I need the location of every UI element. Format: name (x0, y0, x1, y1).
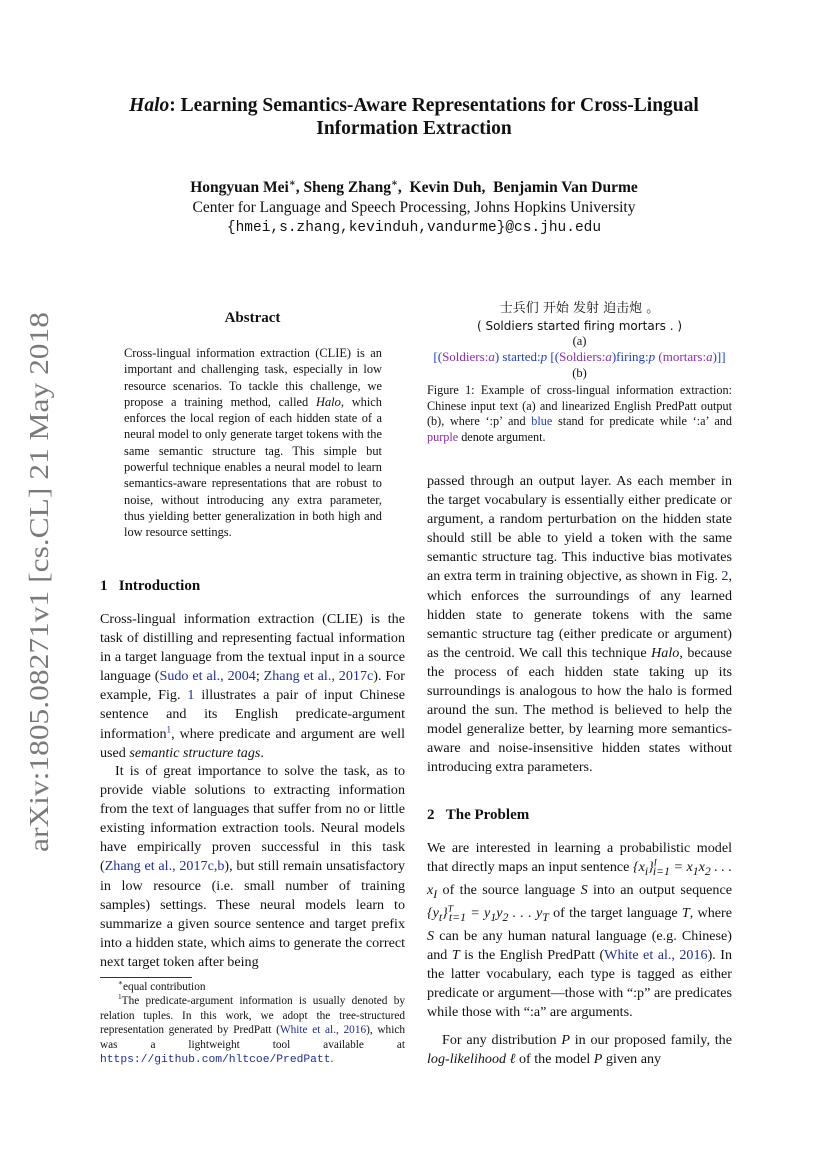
math-P: P (593, 1051, 603, 1068)
author-3: Kevin Duh (409, 179, 482, 196)
title-line2: Information Extraction (316, 118, 512, 139)
author-block: Hongyuan Mei∗, Sheng Zhang∗, Kevin Duh, Benjamin Van Durme Center for Language and Speech Processing, Johns Hopkins University {hmei,s.zhang,kevinduh,vandurme}@cs.jhu.edu (100, 178, 728, 238)
math-P: P (561, 1032, 570, 1048)
footnote-mark: 1 (118, 992, 122, 1002)
author-1: Hongyuan Mei (190, 179, 289, 196)
math-S: S (580, 882, 588, 898)
title-text: : Learning Semantics-Aware Representations for Cross-Lingual (169, 95, 699, 116)
emph-text: semantic structure tags (129, 744, 261, 761)
author-2: Sheng Zhang (303, 179, 391, 196)
pp-bracket: )]] (712, 349, 726, 364)
text: . (260, 744, 264, 761)
figure-ref-link[interactable]: 2 (721, 568, 729, 585)
text: , because the process of each hidden state taking up its surroundings is analogous to how the halo is formed around the sun. The method is believed to help the model generalize better, by learning more semantics-aware and noise-insensitive hidden states without introducing extra parameters. (427, 644, 732, 776)
text: ), but still remain unsatisfactory in low resource (i.e. small number of training samples) settings. These neural models learn to summarize a given source sentence and target prefix into a hidden state, which aims to generate the correct next target token after being (100, 858, 406, 970)
section-number: 2 (427, 807, 435, 823)
text: of the model (515, 1051, 594, 1068)
math-S: S (427, 927, 435, 944)
footnote-ref-link[interactable]: 1 (166, 723, 172, 734)
pp-bracket: [( (550, 349, 560, 364)
right-paragraph-1 (427, 472, 732, 778)
figure-chinese-text: 士兵们 开始 发射 迫击炮 。 (499, 301, 660, 316)
emph-text: log-likelihood (427, 1051, 507, 1068)
emph-text: Halo (651, 644, 680, 661)
text: can be any human natural language (e.g. Chinese) and (427, 927, 732, 963)
text: in our proposed family, the (569, 1032, 732, 1048)
figure-english-gloss: ( Soldiers started firing mortars . ) (476, 319, 683, 333)
footnote-equal (100, 980, 405, 995)
text: passed through an output layer. As each member in the target vocabulary is essentially either predicate or argument, a random perturbation on the hidden state should still be able to yield a token with the same semantic structure tag. This inductive bias motivates an extra term in training objective, as shown in Fig. (427, 473, 732, 585)
abstract-heading: Abstract (224, 310, 281, 326)
pp-pred: firing: (616, 349, 649, 364)
arxiv-sidebar (12, 312, 60, 852)
caption-blue: blue (531, 414, 553, 429)
pp-pred-tag: p (540, 349, 548, 364)
text: into an output sequence (587, 882, 732, 898)
caption-text: Figure 1: Example of cross-lingual information extraction: Chinese input text (a) and linearized English PredPatt output (b), where ‘:p’ and (427, 383, 732, 429)
text: ). In the latter vocabulary, each type is tagged as either predicate or argument—those with “:p” are predicates while those with “:a” are arguments. (427, 946, 733, 1021)
text: , where (689, 904, 732, 921)
author-4: Benjamin Van Durme (493, 179, 638, 196)
affiliation: Center for Language and Speech Processing, Johns Hopkins University (192, 199, 636, 216)
equal-mark-1: ∗ (288, 177, 296, 189)
predpatt-url-link[interactable]: https://github.com/hltcoe/PredPatt (100, 1054, 331, 1066)
pp-arg-tag: a (605, 349, 612, 364)
pp-arg-tag: a (706, 349, 713, 364)
text: given any (602, 1051, 662, 1068)
abstract-text-1: Cross-lingual information extraction (CLIE) is an important and challenging task, especially in low resource scenarios. To tackle this challenge, we propose a training method, called (124, 346, 382, 409)
citation-link[interactable]: White et al., 2016 (604, 946, 708, 963)
citation-link[interactable]: Zhang et al., 2017c (263, 668, 374, 685)
problem-paragraph-2 (427, 1031, 732, 1069)
footnote-rule (100, 977, 192, 978)
text: ; (255, 668, 264, 685)
section-heading-problem (427, 807, 732, 824)
text: ). For example, Fig. (100, 668, 405, 704)
figure-1 (427, 300, 732, 380)
footnote-text: equal contribution (122, 981, 206, 993)
citation-link[interactable]: White et al., 2016 (279, 1024, 367, 1036)
footnote-1 (100, 994, 405, 1068)
footnote-text: The predicate-argument information is usually denoted by relation tuples. In this work, we adopt the tree-structured representation generated by PredPatt ( (100, 995, 405, 1036)
pp-arg: Soldiers: (559, 349, 606, 364)
math-y-set: $\{y_t\}^T_{t=1}$ (427, 903, 466, 924)
text: of the source language (437, 882, 581, 898)
figure-predpatt-output (427, 348, 732, 366)
abstract-text-2: , which enforces the local region of each hidden state of a neural model to only generate target tokens with the same semantic structure tag. This simple but powerful technique enables a neural model to learn semantics-aware representations that are robust to noise, without introducing any extra parameter, thus yielding better generalization in both high and low resource settings. (124, 394, 382, 540)
pp-pred-tag: p (648, 349, 656, 364)
paper-title (100, 94, 728, 140)
section-title: Introduction (118, 578, 201, 594)
section-number: 1 (100, 578, 108, 594)
text: , which enforces the surroundings of any learned hidden state to generate tokens with the same semantic structure tag (either predicate or argument) as the centroid. We call this technique (427, 568, 732, 661)
text: It is of great importance to solve the task, as to provide viable solutions to extracting information from the text of languages that suffer from no or little existing information extraction tools. Neural models have empirically proven successful in this task ( (100, 763, 405, 875)
equal-mark-2: ∗ (390, 177, 398, 189)
problem-paragraph-1 (427, 839, 732, 1022)
math-x-set: $\{x_i\}^I_{i=1}$ (632, 857, 670, 878)
figure-1-caption (427, 383, 732, 445)
citation-link[interactable]: Zhang et al., 2017c,b (104, 858, 225, 875)
intro-paragraph-1 (100, 610, 405, 763)
section-title: The Problem (445, 807, 530, 823)
text: , where predicate and argument are well used (100, 725, 405, 761)
figure-label-a: (a) (572, 334, 587, 348)
author-emails[interactable]: {hmei,s.zhang,kevinduh,vandurme}@cs.jhu.edu (226, 220, 602, 236)
caption-text: denote argument. (458, 429, 546, 444)
abstract-halo: Halo (316, 394, 341, 409)
figure-ref-link[interactable]: 1 (187, 687, 195, 704)
pp-bracket: ) (494, 349, 500, 364)
footnote-text: ), which was a lightweight tool available at (100, 1024, 405, 1051)
pp-arg: mortars: (662, 349, 707, 364)
text: is the English PredPatt ( (459, 946, 605, 963)
math-ell: ℓ (506, 1051, 516, 1068)
abstract-body (124, 345, 382, 541)
pp-bracket: [( (433, 349, 443, 364)
text: Cross-lingual information extraction (CLIE) is the task of distilling and representing factual information in a target language from the textual input in a source language ( (100, 611, 405, 685)
citation-link[interactable]: Sudo et al., 2004 (159, 668, 256, 685)
math-T: T (681, 904, 690, 921)
title-halo: Halo (129, 95, 170, 116)
pp-arg-tag: a (488, 349, 495, 364)
caption-text: stand for predicate while ‘:a’ and (552, 414, 732, 429)
pp-arg: Soldiers: (442, 349, 489, 364)
section-heading-introduction (100, 578, 405, 595)
pp-pred: started: (502, 349, 541, 364)
pp-bracket: ( (658, 349, 663, 364)
text: We are interested in learning a probabilistic model that directly maps an input sentence (427, 840, 732, 876)
caption-purple: purple (427, 429, 459, 444)
text: For any distribution (442, 1032, 562, 1048)
intro-paragraph-2 (100, 762, 405, 972)
arxiv-identifier: arXiv:1805.08271v1 [cs.CL] 21 May 2018 (23, 379, 54, 852)
footnote-text: . (330, 1053, 334, 1065)
text: of the target language (548, 904, 682, 921)
footnote-mark: ∗ (118, 978, 123, 988)
pp-bracket: ) (611, 349, 617, 364)
figure-label-b: (b) (572, 366, 587, 380)
math-x-seq: = $x_1x_2$ . . . $x_I$ (427, 859, 732, 901)
math-T: T (451, 946, 460, 963)
text: illustrates a pair of input Chinese sentence and its English predicate-argument information (100, 687, 405, 742)
math-y-seq: = $y_1y_2$ . . . $y_T$ (465, 904, 549, 924)
